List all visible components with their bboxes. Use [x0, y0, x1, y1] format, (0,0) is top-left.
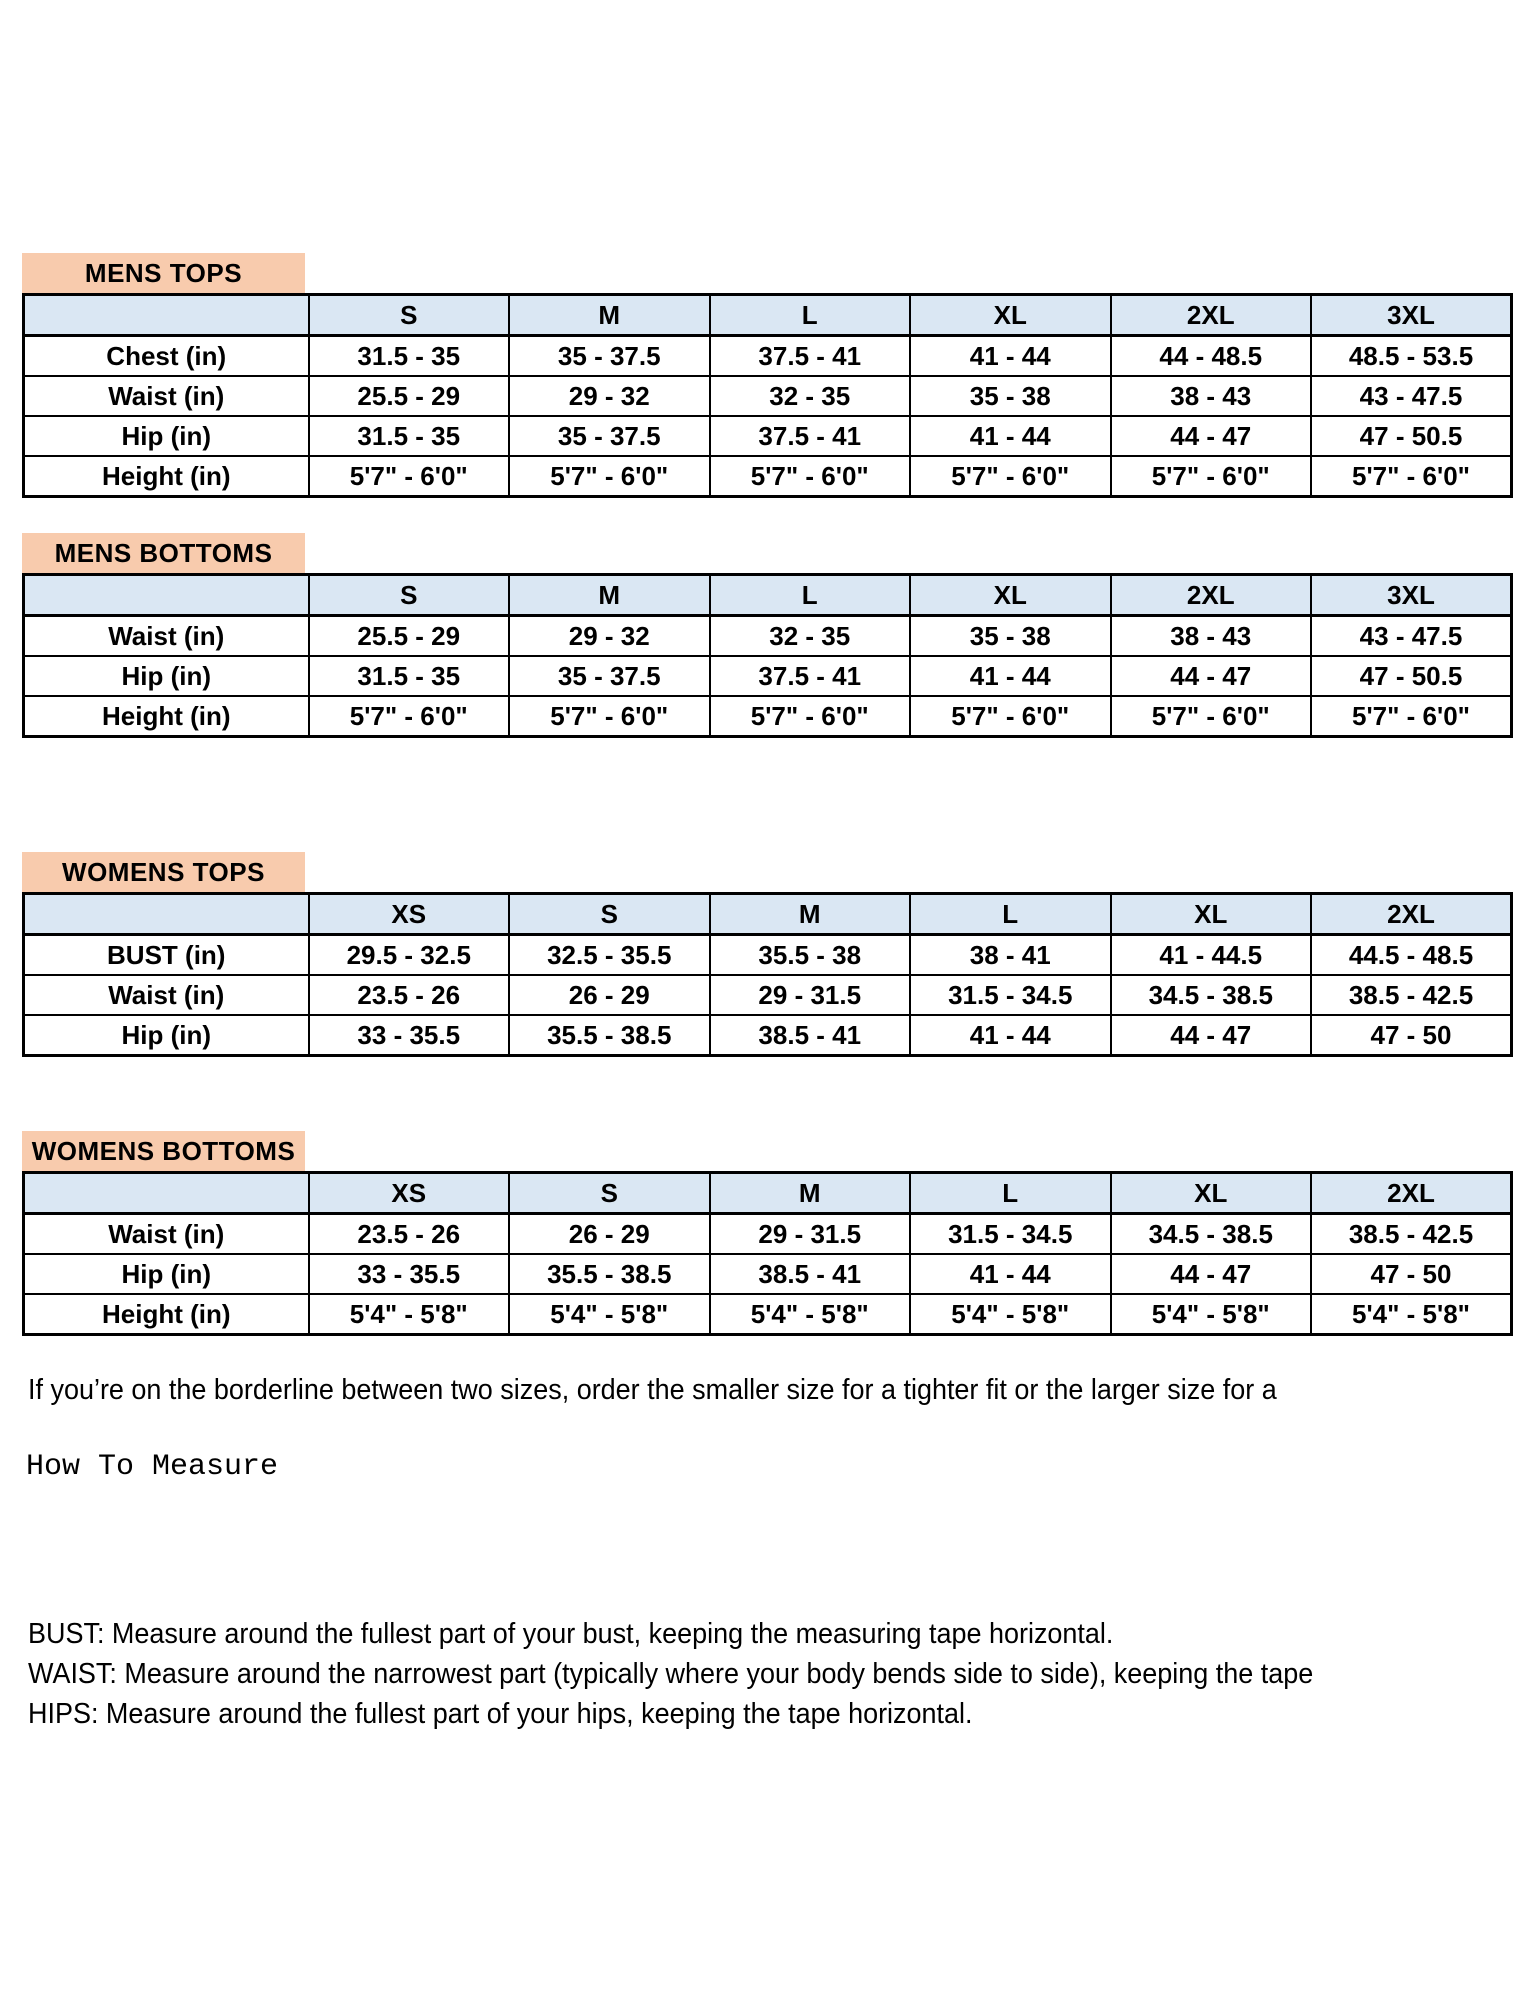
- size-cell: 5'7" - 6'0": [309, 456, 510, 497]
- size-cell: 34.5 - 38.5: [1111, 975, 1312, 1015]
- table-row: [24, 336, 1512, 377]
- table-row: [24, 656, 1512, 696]
- table-row: [24, 696, 1512, 737]
- header-row: [24, 1173, 1512, 1214]
- table-row: [24, 1214, 1512, 1255]
- row-label: Height (in): [24, 1294, 309, 1335]
- size-cell: 33 - 35.5: [309, 1015, 510, 1056]
- size-cell: 5'4" - 5'8": [710, 1294, 911, 1335]
- size-cell: 5'7" - 6'0": [509, 696, 710, 737]
- column-header: L: [910, 894, 1111, 935]
- size-cell: 31.5 - 35: [309, 336, 510, 377]
- column-header: L: [710, 295, 911, 336]
- row-label: Height (in): [24, 456, 309, 497]
- column-header: 2XL: [1111, 575, 1312, 616]
- size-cell: 47 - 50: [1311, 1254, 1512, 1294]
- size-cell: 38.5 - 42.5: [1311, 1214, 1512, 1255]
- size-cell: 44.5 - 48.5: [1311, 935, 1512, 976]
- column-header: L: [910, 1173, 1111, 1214]
- table-title: MENS TOPS: [22, 253, 305, 293]
- size-cell: 5'4" - 5'8": [309, 1294, 510, 1335]
- size-cell: 31.5 - 35: [309, 656, 510, 696]
- size-cell: 44 - 47: [1111, 656, 1312, 696]
- size-cell: 29 - 32: [509, 376, 710, 416]
- table-row: [24, 1254, 1512, 1294]
- column-header: 3XL: [1311, 575, 1512, 616]
- row-label: Hip (in): [24, 1015, 309, 1056]
- size-cell: 26 - 29: [509, 1214, 710, 1255]
- size-cell: 5'7" - 6'0": [1111, 696, 1312, 737]
- fit-note-text: If you’re on the borderline between two sizes, order the smaller size for a tighter fit or the larger size for a: [28, 1374, 1277, 1406]
- size-cell: 38.5 - 41: [710, 1254, 911, 1294]
- column-header-empty: [24, 894, 309, 935]
- size-cell: 35.5 - 38.5: [509, 1015, 710, 1056]
- size-cell: 29 - 31.5: [710, 975, 911, 1015]
- size-cell: 29 - 32: [509, 616, 710, 657]
- size-cell: 35.5 - 38: [710, 935, 911, 976]
- table-title: WOMENS BOTTOMS: [22, 1131, 305, 1171]
- size-table-block: [22, 533, 1513, 738]
- size-cell: 48.5 - 53.5: [1311, 336, 1512, 377]
- row-label: Hip (in): [24, 1254, 309, 1294]
- bust-instruction-text: BUST: Measure around the fullest part of your bust, keeping the measuring tape horizontal.: [28, 1618, 1114, 1650]
- table-title: WOMENS TOPS: [22, 852, 305, 892]
- header-row: [24, 295, 1512, 336]
- waist-instruction-text: WAIST: Measure around the narrowest part (typically where your body bends side to side), keeping the tape: [28, 1658, 1314, 1690]
- column-header: XS: [309, 1173, 510, 1214]
- size-table-block: [22, 852, 1513, 1057]
- size-cell: 5'4" - 5'8": [910, 1294, 1111, 1335]
- size-cell: 47 - 50.5: [1311, 656, 1512, 696]
- size-cell: 41 - 44: [910, 416, 1111, 456]
- column-header: XS: [309, 894, 510, 935]
- row-label: BUST (in): [24, 935, 309, 976]
- size-table: [22, 892, 1513, 1057]
- size-cell: 37.5 - 41: [710, 656, 911, 696]
- size-cell: 5'7" - 6'0": [309, 696, 510, 737]
- size-cell: 44 - 48.5: [1111, 336, 1312, 377]
- column-header: M: [710, 1173, 911, 1214]
- size-cell: 35.5 - 38.5: [509, 1254, 710, 1294]
- column-header-empty: [24, 1173, 309, 1214]
- header-row: [24, 894, 1512, 935]
- size-cell: 41 - 44: [910, 1015, 1111, 1056]
- table-row: [24, 1015, 1512, 1056]
- size-table: [22, 573, 1513, 738]
- size-cell: 38.5 - 42.5: [1311, 975, 1512, 1015]
- row-label: Waist (in): [24, 616, 309, 657]
- row-label: Chest (in): [24, 336, 309, 377]
- size-cell: 35 - 37.5: [509, 336, 710, 377]
- column-header: XL: [910, 295, 1111, 336]
- row-label: Waist (in): [24, 376, 309, 416]
- size-cell: 25.5 - 29: [309, 376, 510, 416]
- column-header: M: [710, 894, 911, 935]
- row-label: Hip (in): [24, 656, 309, 696]
- size-cell: 5'7" - 6'0": [910, 456, 1111, 497]
- size-cell: 5'7" - 6'0": [710, 696, 911, 737]
- size-cell: 38.5 - 41: [710, 1015, 911, 1056]
- size-cell: 43 - 47.5: [1311, 376, 1512, 416]
- table-row: [24, 975, 1512, 1015]
- table-title: MENS BOTTOMS: [22, 533, 305, 573]
- size-cell: 29 - 31.5: [710, 1214, 911, 1255]
- size-cell: 5'4" - 5'8": [1111, 1294, 1312, 1335]
- row-label: Height (in): [24, 696, 309, 737]
- column-header: XL: [1111, 1173, 1312, 1214]
- size-cell: 5'7" - 6'0": [509, 456, 710, 497]
- size-cell: 47 - 50.5: [1311, 416, 1512, 456]
- size-cell: 5'4" - 5'8": [1311, 1294, 1512, 1335]
- table-row: [24, 456, 1512, 497]
- how-to-measure-heading: How To Measure: [26, 1450, 279, 1484]
- hips-instruction-text: HIPS: Measure around the fullest part of your hips, keeping the tape horizontal.: [28, 1698, 973, 1730]
- size-cell: 32 - 35: [710, 376, 911, 416]
- size-table-block: [22, 1131, 1513, 1336]
- column-header: L: [710, 575, 911, 616]
- size-cell: 47 - 50: [1311, 1015, 1512, 1056]
- table-row: [24, 416, 1512, 456]
- size-cell: 38 - 43: [1111, 376, 1312, 416]
- size-cell: 43 - 47.5: [1311, 616, 1512, 657]
- size-cell: 41 - 44.5: [1111, 935, 1312, 976]
- size-cell: 23.5 - 26: [309, 1214, 510, 1255]
- size-cell: 29.5 - 32.5: [309, 935, 510, 976]
- size-cell: 23.5 - 26: [309, 975, 510, 1015]
- table-row: [24, 376, 1512, 416]
- size-cell: 5'4" - 5'8": [509, 1294, 710, 1335]
- column-header: S: [309, 575, 510, 616]
- size-cell: 41 - 44: [910, 656, 1111, 696]
- row-label: Hip (in): [24, 416, 309, 456]
- size-cell: 26 - 29: [509, 975, 710, 1015]
- column-header: XL: [1111, 894, 1312, 935]
- size-table: [22, 1171, 1513, 1336]
- size-cell: 44 - 47: [1111, 416, 1312, 456]
- size-cell: 41 - 44: [910, 336, 1111, 377]
- measure-instructions: [28, 1614, 1313, 1734]
- column-header: XL: [910, 575, 1111, 616]
- size-cell: 32 - 35: [710, 616, 911, 657]
- size-cell: 35 - 38: [910, 376, 1111, 416]
- size-cell: 25.5 - 29: [309, 616, 510, 657]
- column-header: M: [509, 295, 710, 336]
- size-cell: 37.5 - 41: [710, 416, 911, 456]
- size-cell: 5'7" - 6'0": [710, 456, 911, 497]
- column-header-empty: [24, 575, 309, 616]
- size-cell: 38 - 43: [1111, 616, 1312, 657]
- row-label: Waist (in): [24, 1214, 309, 1255]
- size-cell: 31.5 - 35: [309, 416, 510, 456]
- table-row: [24, 935, 1512, 976]
- size-cell: 35 - 37.5: [509, 416, 710, 456]
- size-cell: 37.5 - 41: [710, 336, 911, 377]
- size-cell: 32.5 - 35.5: [509, 935, 710, 976]
- size-cell: 5'7" - 6'0": [910, 696, 1111, 737]
- size-cell: 35 - 38: [910, 616, 1111, 657]
- size-cell: 5'7" - 6'0": [1111, 456, 1312, 497]
- column-header: S: [509, 894, 710, 935]
- size-cell: 5'7" - 6'0": [1311, 696, 1512, 737]
- size-cell: 41 - 44: [910, 1254, 1111, 1294]
- table-row: [24, 616, 1512, 657]
- size-table: [22, 293, 1513, 498]
- row-label: Waist (in): [24, 975, 309, 1015]
- table-row: [24, 1294, 1512, 1335]
- column-header: 2XL: [1111, 295, 1312, 336]
- size-table-block: [22, 253, 1513, 498]
- column-header: 3XL: [1311, 295, 1512, 336]
- size-cell: 5'7" - 6'0": [1311, 456, 1512, 497]
- size-cell: 31.5 - 34.5: [910, 975, 1111, 1015]
- size-cell: 33 - 35.5: [309, 1254, 510, 1294]
- size-cell: 34.5 - 38.5: [1111, 1214, 1312, 1255]
- column-header: 2XL: [1311, 894, 1512, 935]
- size-cell: 44 - 47: [1111, 1254, 1312, 1294]
- column-header: 2XL: [1311, 1173, 1512, 1214]
- size-cell: 35 - 37.5: [509, 656, 710, 696]
- column-header: S: [309, 295, 510, 336]
- column-header-empty: [24, 295, 309, 336]
- size-cell: 38 - 41: [910, 935, 1111, 976]
- column-header: S: [509, 1173, 710, 1214]
- size-cell: 31.5 - 34.5: [910, 1214, 1111, 1255]
- header-row: [24, 575, 1512, 616]
- size-cell: 44 - 47: [1111, 1015, 1312, 1056]
- column-header: M: [509, 575, 710, 616]
